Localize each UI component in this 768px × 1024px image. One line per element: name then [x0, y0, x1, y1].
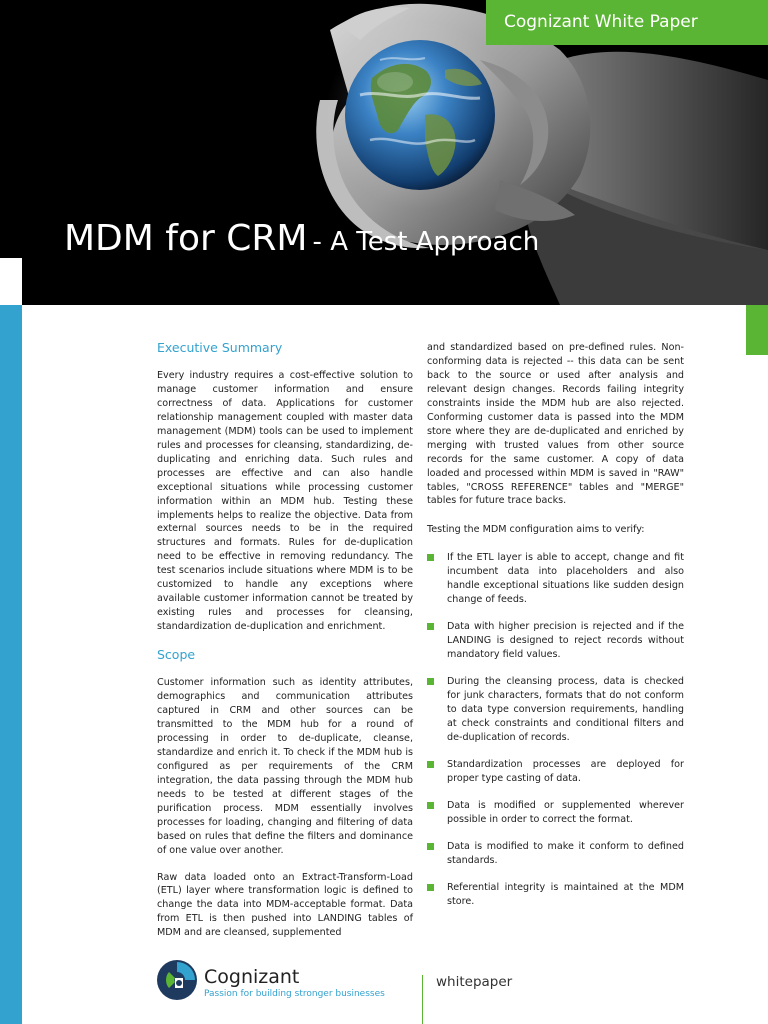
list-item	[427, 840, 684, 868]
executive-summary-heading: Executive Summary	[157, 340, 283, 355]
left-column	[157, 340, 413, 940]
title-sub: - A Test Approach	[312, 227, 540, 257]
white-paper-tag: Cognizant White Paper	[486, 0, 768, 45]
executive-summary-text: Every industry requires a cost-effective solution to manage customer information and ensure correctness of data. Applications for customer relationship management coupled with master data management (MDM) tools can be used to implement rules and processes for cleansing, standardizing, de-duplicating and enriching data. Such rules and processes are effective and can also handle exceptional situations while processing customer information within an MDM hub. Testing these implements helps to realize the objective. Data from external sources needs to be in the required structures and formats. Rules for de-duplication need to be effective in removing redundancy. The test scenarios include situations where MDM is to be customized to handle any exceptions where available customer information cannot be treated by existing rules and processes for cleansing, standardization de-duplication and enrichment.	[157, 370, 413, 633]
list-item-text: Data is modified to make it conform to defined standards.	[447, 840, 684, 866]
list-item-text: Standardization processes are deployed for proper type casting of data.	[447, 758, 684, 784]
list-item	[427, 675, 684, 745]
verify-intro: Testing the MDM configuration aims to verify:	[427, 524, 645, 536]
footer-divider	[422, 975, 423, 1024]
globe-in-hands-icon	[0, 0, 768, 305]
scope-heading: Scope	[157, 647, 196, 663]
list-item	[427, 799, 684, 827]
right-column	[427, 341, 684, 921]
cognizant-logo-icon	[155, 958, 199, 1002]
bullet-square-icon	[427, 884, 434, 891]
page-title	[64, 218, 539, 259]
scope-text-1: Customer information such as identity attributes, demographics and communication attributes captured in CRM and other sources can be transmitted to the MDM hub for a round of processing in order to de-duplicate, cleanse, standardize and enrich it. To check if the MDM hub is configured as per requirements of the CRM integration, the data passing through the MDM hub needs to be tested at different stages of the purification process. MDM essentially involves processes for loading, changing and filtering of data based on rules that define the filters and dominance of one value over another.	[157, 677, 413, 856]
right-accent-bar	[746, 305, 768, 355]
logo-name: Cognizant	[204, 966, 300, 988]
bullet-square-icon	[427, 623, 434, 630]
bullet-square-icon	[427, 843, 434, 850]
corner-notch	[0, 258, 22, 305]
logo-tagline: Passion for building stronger businesses	[204, 989, 385, 999]
title-main: MDM for CRM	[64, 218, 308, 259]
list-item-text: Referential integrity is maintained at the MDM store.	[447, 881, 684, 907]
list-item	[427, 620, 684, 662]
list-item-text: Data with higher precision is rejected and if the LANDING is designed to reject records without mandatory field values.	[447, 621, 684, 661]
list-item-text: If the ETL layer is able to accept, change and fit incumbent data into placeholders and also handle exceptional situations like sudden design change of feeds.	[447, 552, 684, 606]
verify-list	[427, 551, 684, 908]
bullet-square-icon	[427, 678, 434, 685]
scope-text-2: Raw data loaded onto an Extract-Transform-Load (ETL) layer where transformation logic is defined to change the data into MDM-acceptable format. Data from ETL is then pushed into LANDING tables of MDM and are cleansed, supplemented	[157, 871, 413, 939]
hero-banner	[0, 0, 768, 305]
bullet-square-icon	[427, 802, 434, 809]
list-item	[427, 881, 684, 909]
list-item-text: During the cleansing process, data is checked for junk characters, formats that do not conform to data type conversion requirements, handling at check constraints and conditional filters and de-duplication of records.	[447, 676, 684, 743]
bullet-square-icon	[427, 761, 434, 768]
list-item-text: Data is modified or supplemented wherever possible in order to correct the format.	[447, 799, 684, 825]
list-item	[427, 551, 684, 607]
list-item	[427, 758, 684, 786]
bullet-square-icon	[427, 554, 434, 561]
left-accent-bar	[0, 305, 22, 1024]
continuation-text: and standardized based on pre-defined rules. Non-conforming data is rejected -- this data can be sent back to the source or used after analysis and relevant design changes. Records failing integrity constraints inside the MDM hub are also rejected. Conforming customer data is passed into the MDM store where they are de-duplicated and enriched by merging with trusted values from other source records for the same customer. A copy of data loaded and processed within MDM is saved in "RAW" tables, "CROSS REFERENCE" tables and "MERGE" tables for future trace backs.	[427, 342, 684, 507]
footer-label: whitepaper	[436, 974, 513, 990]
